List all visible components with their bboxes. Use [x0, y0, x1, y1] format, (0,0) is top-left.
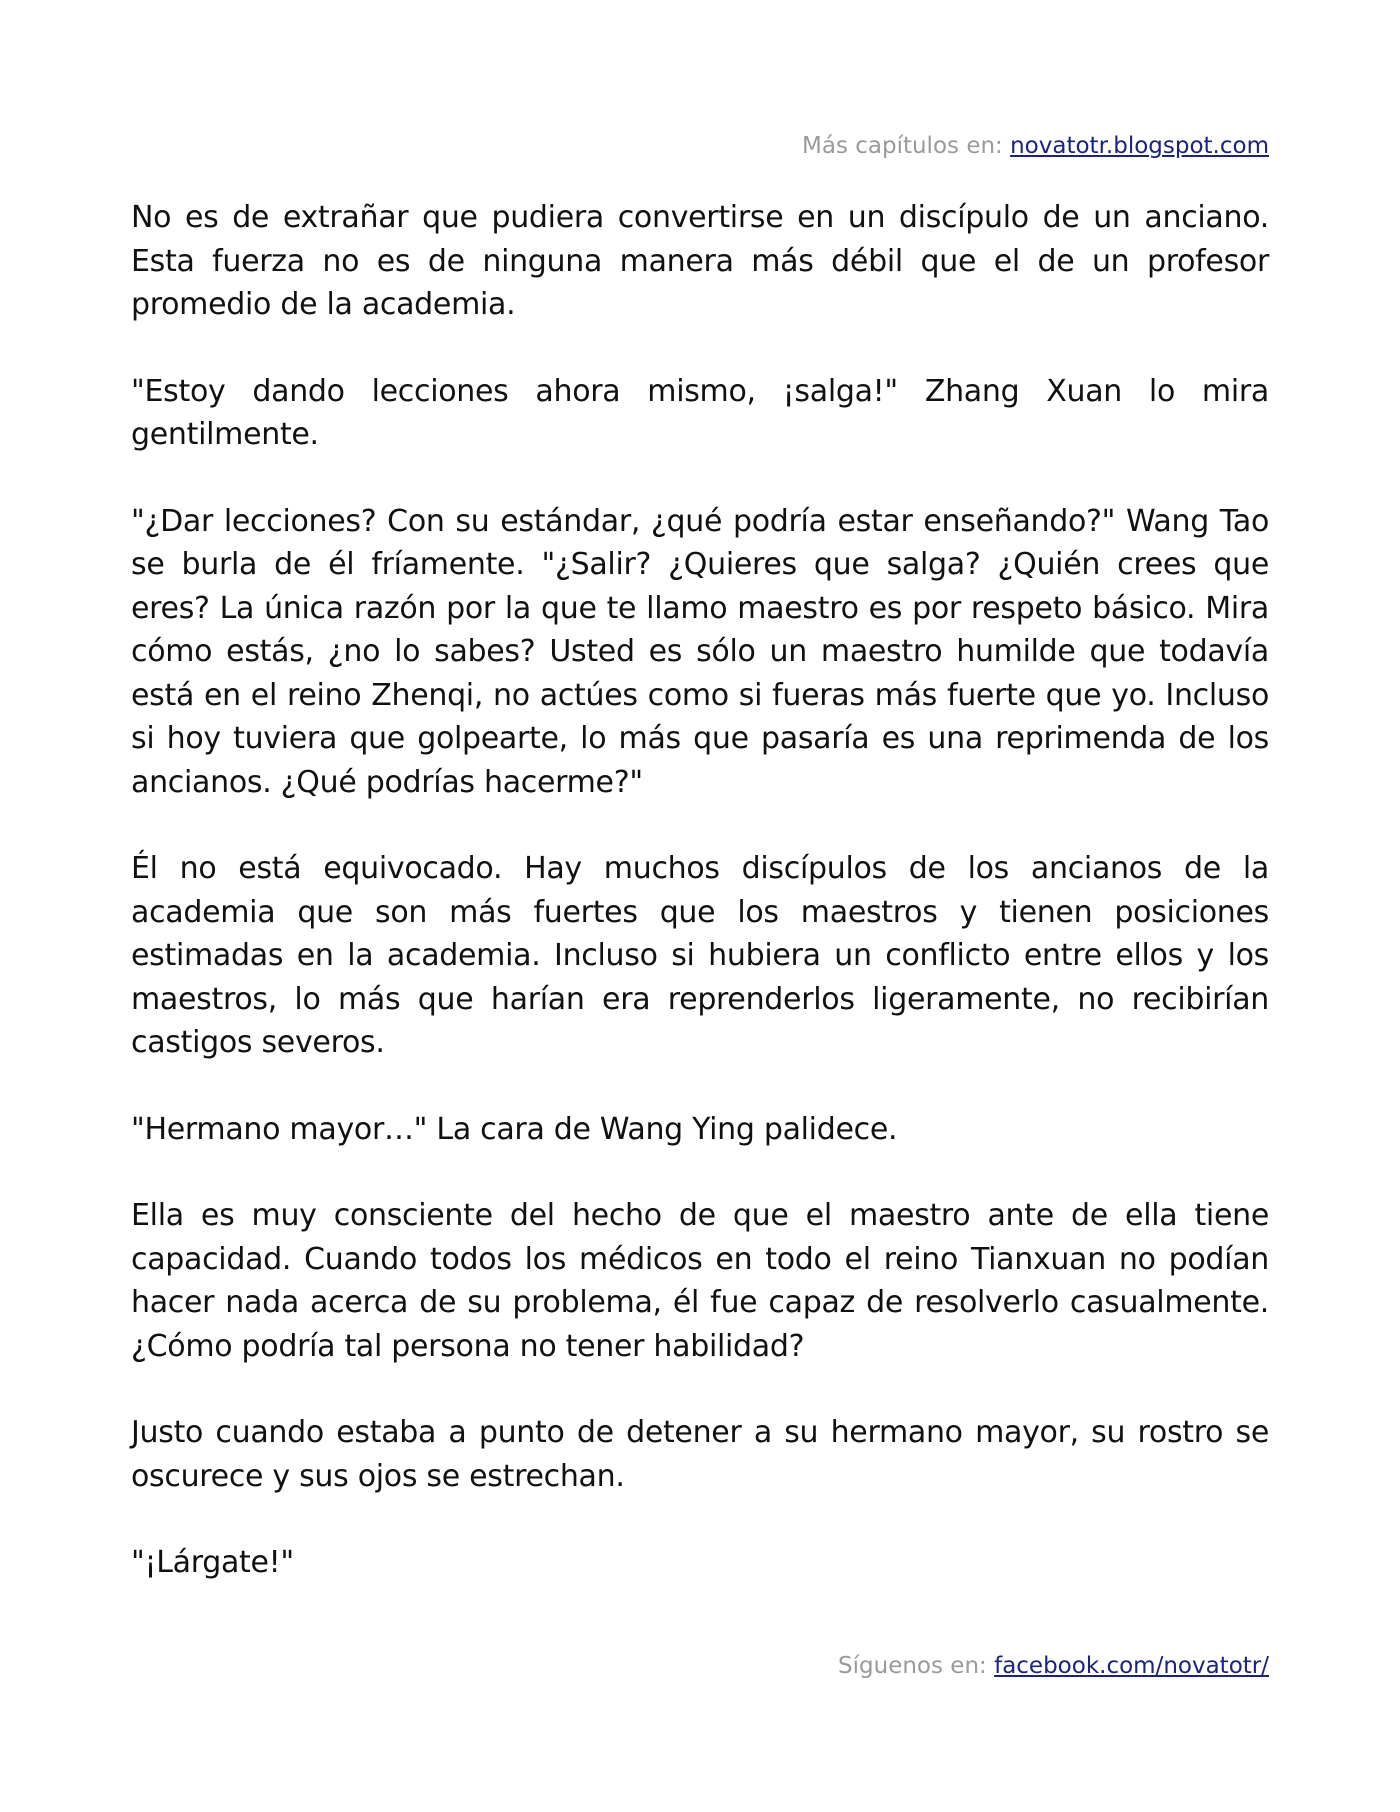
paragraph: Justo cuando estaba a punto de detener a su hermano mayor, su rostro se oscurece y sus ojos se estrechan. — [131, 1415, 1269, 1494]
paragraph: Él no está equivocado. Hay muchos discípulos de los ancianos de la academia que son más fuertes que los maestros y tienen posiciones estimadas en la academia. Incluso si hubiera un conflicto entre ellos y los maestros, lo más que harían era reprenderlos ligeramente, no recibirían castigos severos. — [131, 851, 1269, 1060]
chapter-body — [131, 196, 1269, 1585]
paragraph: "¡Lárgate!" — [131, 1545, 294, 1580]
paragraph: "Hermano mayor…" La cara de Wang Ying palidece. — [131, 1111, 898, 1147]
footer-prefix: Síguenos en: — [838, 1653, 987, 1679]
facebook-link[interactable]: facebook.com/novatotr/ — [994, 1653, 1269, 1679]
paragraph: Ella es muy consciente del hecho de que el maestro ante de ella tiene capacidad. Cuando todos los médicos en todo el reino Tianxuan no podían hacer nada acerca de su problema, él fue capaz de resolverlo casualmente. ¿Cómo podría tal persona no tener habilidad? — [131, 1198, 1269, 1364]
paragraph: "¿Dar lecciones? Con su estándar, ¿qué podría estar enseñando?" Wang Tao se burla de él fríamente. "¿Salir? ¿Quieres que salga? ¿Quién crees que eres? La única razón por la que te llamo maestro es por respeto básico. Mira cómo estás, ¿no lo sabes? Usted es sólo un maestro humilde que todavía está en el reino Zhenqi, no actúes como si fueras más fuerte que yo. Incluso si hoy tuviera que golpearte, lo más que pasaría es una reprimenda de los ancianos. ¿Qué podrías hacerme?" — [131, 503, 1269, 800]
footer-promo — [838, 1651, 1269, 1681]
header-prefix: Más capítulos en: — [802, 133, 1003, 159]
paragraph: "Estoy dando lecciones ahora mismo, ¡salga!" Zhang Xuan lo mira gentilmente. — [131, 373, 1269, 452]
blog-link[interactable]: novatotr.blogspot.com — [1010, 133, 1269, 159]
paragraph: No es de extrañar que pudiera convertirse en un discípulo de un anciano. Esta fuerza no es de ninguna manera más débil que el de un profesor promedio de la academia. — [131, 200, 1269, 322]
header-promo — [802, 131, 1269, 161]
